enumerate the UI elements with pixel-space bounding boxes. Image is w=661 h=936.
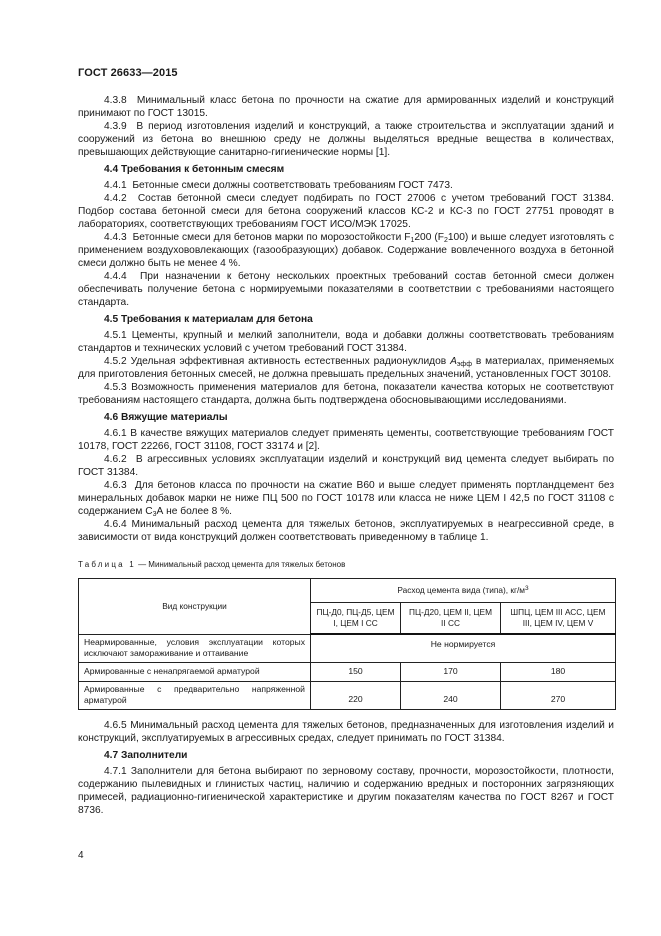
- clause-text: Минимальный класс бетона по прочности на сжатие для армированных изделий и конструкций принимают по ГОСТ 13015.: [78, 95, 614, 119]
- clause-text: В качестве вяжущих материалов следует применять цементы, соответствующие требованиям ГОСТ 10178, ГОСТ 22266, ГОСТ 31108, ГОСТ 33174 и [2].: [78, 428, 614, 452]
- clause-text: Состав бетонной смеси следует подбирать по ГОСТ 27006 с учетом требований ГОСТ 31384. Подбор состава бетонной смеси для бетона сооружений классов КС-2 и КС-3 по ГОСТ 27751 проводят в лабораториях, соответствующих требованиям ГОСТ ИСО/МЭК 17025.: [78, 193, 614, 230]
- clause-text: Возможность применения материалов для бетона, показатели качества которых не соответствуют требованиям настоящего стандарта, должна быть подтверждена обосновывающими исследованиями.: [78, 382, 614, 406]
- clause-text: Минимальный расход цемента для тяжелых бетонов, эксплуатируемых в неагрессивной среде, в зависимости от вида конструкций должен соответствовать приведенному в таблице 1.: [78, 519, 614, 543]
- superscript: 3: [525, 584, 529, 592]
- row-value: 220: [311, 681, 401, 709]
- clause-text: Бетонные смеси должны соответствовать требованиям ГОСТ 7473.: [132, 180, 453, 191]
- table-row: [79, 681, 616, 709]
- clause-text: Бетонные смеси для бетонов марки по морозостойкости F: [132, 232, 411, 243]
- paragraph-4-6-1: [78, 427, 614, 453]
- clause-number: 4.4.1: [104, 180, 127, 191]
- subscript: 3: [152, 511, 157, 518]
- header-cement-consumption: [311, 579, 616, 603]
- paragraph-4-6-2: [78, 453, 614, 479]
- paragraph-4-4-1: [78, 179, 614, 192]
- clause-number: 4.3.9: [104, 121, 127, 132]
- table-row: [79, 662, 616, 681]
- clause-text: Цементы, крупный и мелкий заполнители, вода и добавки должны соответствовать требованиям стандартов и технических условий с учетом требований ГОСТ 31384.: [78, 330, 614, 354]
- paragraph-4-6-3: [78, 479, 614, 518]
- clause-number: 4.4.4: [104, 271, 127, 282]
- subscript: 1: [410, 237, 415, 244]
- row-value: 180: [501, 662, 616, 681]
- section-heading-4-6: 4.6 Вяжущие материалы: [104, 412, 228, 423]
- clause-number: 4.6.5: [104, 719, 127, 731]
- table-caption: [78, 558, 614, 571]
- clause-number: 4.6.2: [104, 454, 127, 465]
- cement-consumption-table: [78, 578, 616, 710]
- paragraph-4-6-4: [78, 518, 614, 544]
- header-construction-type: Вид конструкции: [79, 579, 311, 635]
- clause-text: Заполнители для бетона выбирают по зерновому составу, прочности, морозостойкости, плотности, содержанию пылевидных и глинистых частиц, наличию и содержанию вредных и посторонних загрязняющих примесей, радиационно-гигиенической характеристике и другим показателям качества по ГОСТ 8267 и ГОСТ 8736.: [78, 765, 614, 816]
- row-value: 170: [401, 662, 501, 681]
- row-construction-type: Армированные с ненапрягаемой арматурой: [79, 662, 311, 681]
- clause-text: Для бетонов класса по прочности на сжатие В60 и выше следует применять портландцемент без минеральных добавок марки не ниже ПЦ 500 по ГОСТ 10178 или класса не ниже ЦЕМ I 42,5 по ГОСТ 31108 с содержанием С: [78, 480, 614, 517]
- paragraph-4-5-2: [78, 355, 614, 381]
- subheader-type-2: ПЦ-Д20, ЦЕМ II, ЦЕМ II СС: [401, 603, 501, 635]
- clause-number: 4.6.1: [104, 428, 127, 439]
- header-text: Расход цемента вида (типа), кг/м: [397, 584, 525, 595]
- clause-number: 4.5.1: [104, 330, 127, 341]
- paragraph-4-4-3: [78, 231, 614, 270]
- subheader-type-3: ШПЦ, ЦЕМ III АСС, ЦЕМ III, ЦЕМ IV, ЦЕМ V: [501, 603, 616, 635]
- clause-text: 100) и выше следует изготовлять с применением воздухововлекающих (газообразующих) добавок. Содержание вовлеченного воздуха в бетонной смеси должно быть не менее 4 %.: [78, 232, 614, 269]
- paragraph-4-4-2: [78, 192, 614, 231]
- subscript: 2: [443, 237, 448, 244]
- clause-text: При назначении к бетону нескольких проектных требований состав бетонной смеси должен обеспечивать получение бетона с нормируемыми показателями в соответствии с требованиями настоящего стандарта.: [78, 271, 614, 308]
- paragraph-4-7-1: [78, 765, 614, 817]
- clause-number: 4.6.3: [104, 480, 127, 491]
- paragraph-4-3-9: [78, 120, 614, 159]
- activity-symbol: A: [450, 356, 457, 367]
- page-number: 4: [78, 850, 84, 861]
- clause-number: 4.6.4: [104, 519, 127, 530]
- paragraph-4-6-5: [78, 719, 614, 745]
- table-title: — Минимальный расход цемента для тяжелых бетонов: [135, 560, 346, 569]
- row-value: 150: [311, 662, 401, 681]
- row-value: 240: [401, 681, 501, 709]
- paragraph-4-5-1: [78, 329, 614, 355]
- section-heading-4-4: 4.4 Требования к бетонным смесям: [104, 164, 285, 175]
- clause-text: Удельная эффективная активность естественных радионуклидов: [130, 356, 451, 367]
- clause-text: В период изготовления изделий и конструкций, а также строительства и эксплуатации зданий и сооружений из бетона во внешнюю среду не должны выделяться вредные вещества в количествах, превышающих действующие санитарно-гигиенические нормы [1].: [78, 121, 614, 158]
- row-value-merged: Не нормируется: [311, 634, 616, 662]
- clause-text: 200 (F: [414, 232, 444, 243]
- clause-number: 4.4.2: [104, 193, 127, 204]
- clause-number: 4.5.3: [104, 382, 127, 393]
- section-heading-4-7: 4.7 Заполнители: [104, 749, 188, 761]
- clause-number: 4.3.8: [104, 95, 127, 106]
- section-heading-4-5: 4.5 Требования к материалам для бетона: [104, 314, 313, 325]
- row-construction-type: Неармированные, условия эксплуатации которых исключают замораживание и оттаивание: [79, 634, 311, 662]
- clause-text: в материалах, применяемых для приготовления бетонных смесей, не должна превышать предельных значений, установленных ГОСТ 30108.: [78, 356, 614, 380]
- clause-text: А не более 8 %.: [156, 506, 233, 517]
- subscript: эфф: [456, 361, 472, 368]
- paragraph-4-5-3: [78, 381, 614, 407]
- table-row: [79, 634, 616, 662]
- paragraph-4-4-4: [78, 270, 614, 309]
- clause-number: 4.5.2: [104, 356, 127, 367]
- row-construction-type: Армированные с предварительно напряженной арматурой: [79, 681, 311, 709]
- subheader-type-1: ПЦ-Д0, ПЦ-Д5, ЦЕМ I, ЦЕМ I СС: [311, 603, 401, 635]
- clause-number: 4.7.1: [104, 765, 127, 777]
- clause-text: Минимальный расход цемента для тяжелых бетонов, предназначенных для изготовления изделий и конструкций, эксплуатируемых в агрессивных средах, следует принимать по ГОСТ 31384.: [78, 719, 614, 744]
- paragraph-4-3-8: [78, 94, 614, 120]
- clause-number: 4.4.3: [104, 232, 127, 243]
- document-body: [78, 94, 614, 817]
- clause-text: В агрессивных условиях эксплуатации изделий и конструкций вид цемента следует выбирать по ГОСТ 31384.: [78, 454, 614, 478]
- row-value: 270: [501, 681, 616, 709]
- table-label: Таблица 1: [78, 560, 136, 569]
- document-id-header: ГОСТ 26633—2015: [78, 67, 178, 79]
